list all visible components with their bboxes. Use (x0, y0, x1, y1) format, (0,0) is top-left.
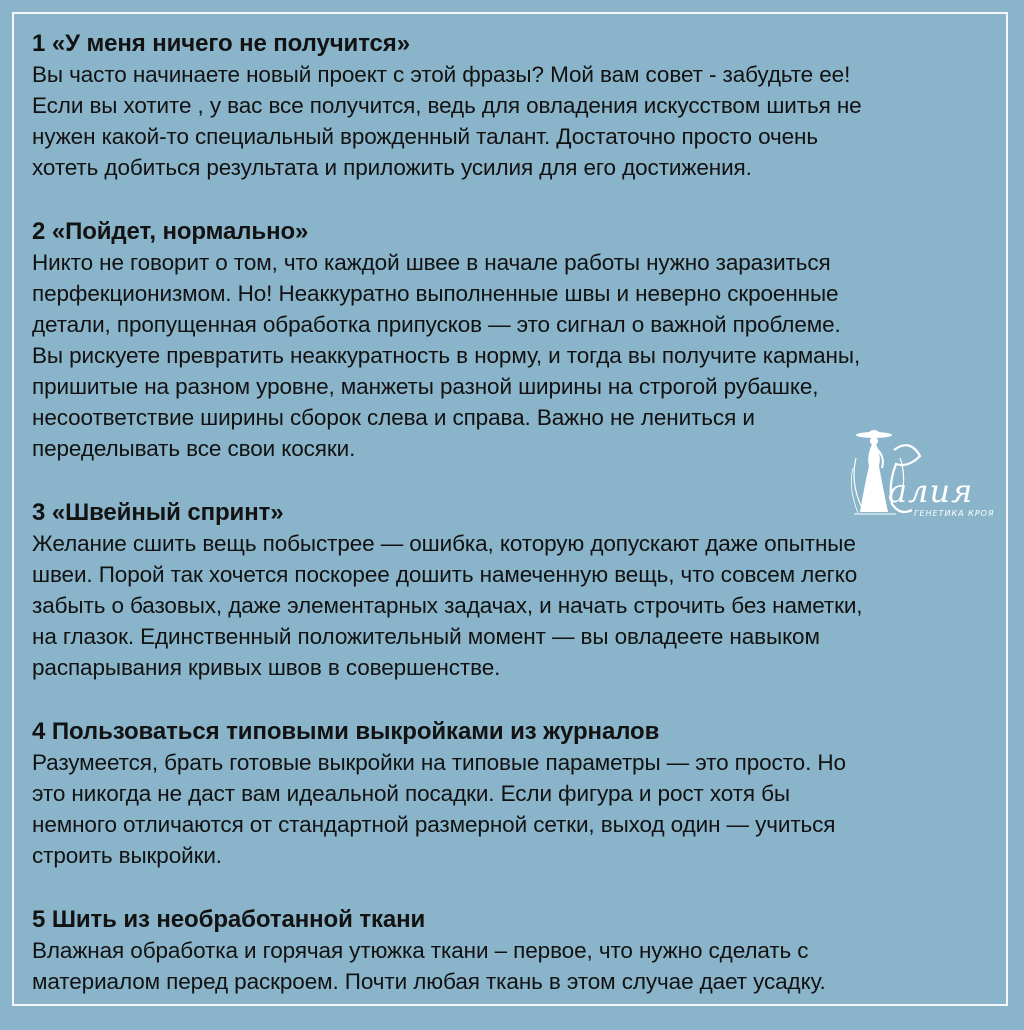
section-line: нужен какой-то специальный врожденный талант. Достаточно просто очень (32, 124, 818, 149)
section-line: это никогда не даст вам идеальной посадки. Если фигура и рост хотя бы (32, 781, 790, 806)
section-2 (32, 216, 1007, 464)
brand-logo (848, 428, 1004, 524)
section-title: 1 «У меня ничего не получится» (32, 30, 410, 57)
logo-wordmark: алия (888, 472, 974, 510)
section-line: швеи. Порой так хочется поскорее дошить намеченную вещь, что совсем легко (32, 562, 858, 587)
logo-subtitle: ГЕНЕТИКА КРОЯ (914, 509, 995, 518)
section-line: пришитые на разном уровне, манжеты разной ширины на строгой рубашке, (32, 374, 819, 399)
section-line: Желание сшить вещь побыстрее — ошибка, которую допускают даже опытные (32, 531, 856, 556)
section-line: детали, пропущенная обработка припусков — это сигнал о важной проблеме. (32, 312, 841, 337)
section-line: распарывания кривых швов в совершенстве. (32, 655, 501, 680)
section-line: на глазок. Единственный положительный момент — вы овладеете навыком (32, 624, 820, 649)
section-line: забыть о базовых, даже элементарных задачах, и начать строчить без наметки, (32, 593, 863, 618)
section-line: перфекционизмом. Но! Неаккуратно выполненные швы и неверно скроенные (32, 281, 839, 306)
section-line: переделывать все свои косяки. (32, 436, 356, 461)
section-5 (32, 904, 1007, 997)
section-line: материалом перед раскроем. Почти любая ткань в этом случае дает усадку. (32, 969, 826, 994)
section-line: Вы рискуете превратить неаккуратность в норму, и тогда вы получите карманы, (32, 343, 861, 368)
section-title: 2 «Пойдет, нормально» (32, 218, 309, 245)
section-title: 3 «Швейный спринт» (32, 499, 284, 526)
section-3 (32, 497, 1007, 683)
section-line: немного отличаются от стандартной размерной сетки, выход один — учиться (32, 812, 836, 837)
section-title: 5 Шить из необработанной ткани (32, 906, 426, 933)
section-title: 4 Пользоваться типовыми выкройками из журналов (32, 718, 660, 745)
section-1 (32, 28, 1007, 183)
section-line: строить выкройки. (32, 843, 222, 868)
section-line: Вы часто начинаете новый проект с этой фразы? Мой вам совет - забудьте ее! (32, 62, 851, 87)
section-line: Если вы хотите , у вас все получится, ведь для овладения искусством шитья не (32, 93, 862, 118)
article-content (32, 28, 1007, 1030)
section-line: Никто не говорит о том, что каждой швее в начале работы нужно заразиться (32, 250, 831, 275)
section-4 (32, 716, 1007, 871)
section-line: хотеть добиться результата и приложить усилия для его достижения. (32, 155, 752, 180)
section-line: несоответствие ширины сборок слева и справа. Важно не лениться и (32, 405, 755, 430)
section-line: Разумеется, брать готовые выкройки на типовые параметры — это просто. Но (32, 750, 846, 775)
section-line: Влажная обработка и горячая утюжка ткани – первое, что нужно сделать с (32, 938, 809, 963)
